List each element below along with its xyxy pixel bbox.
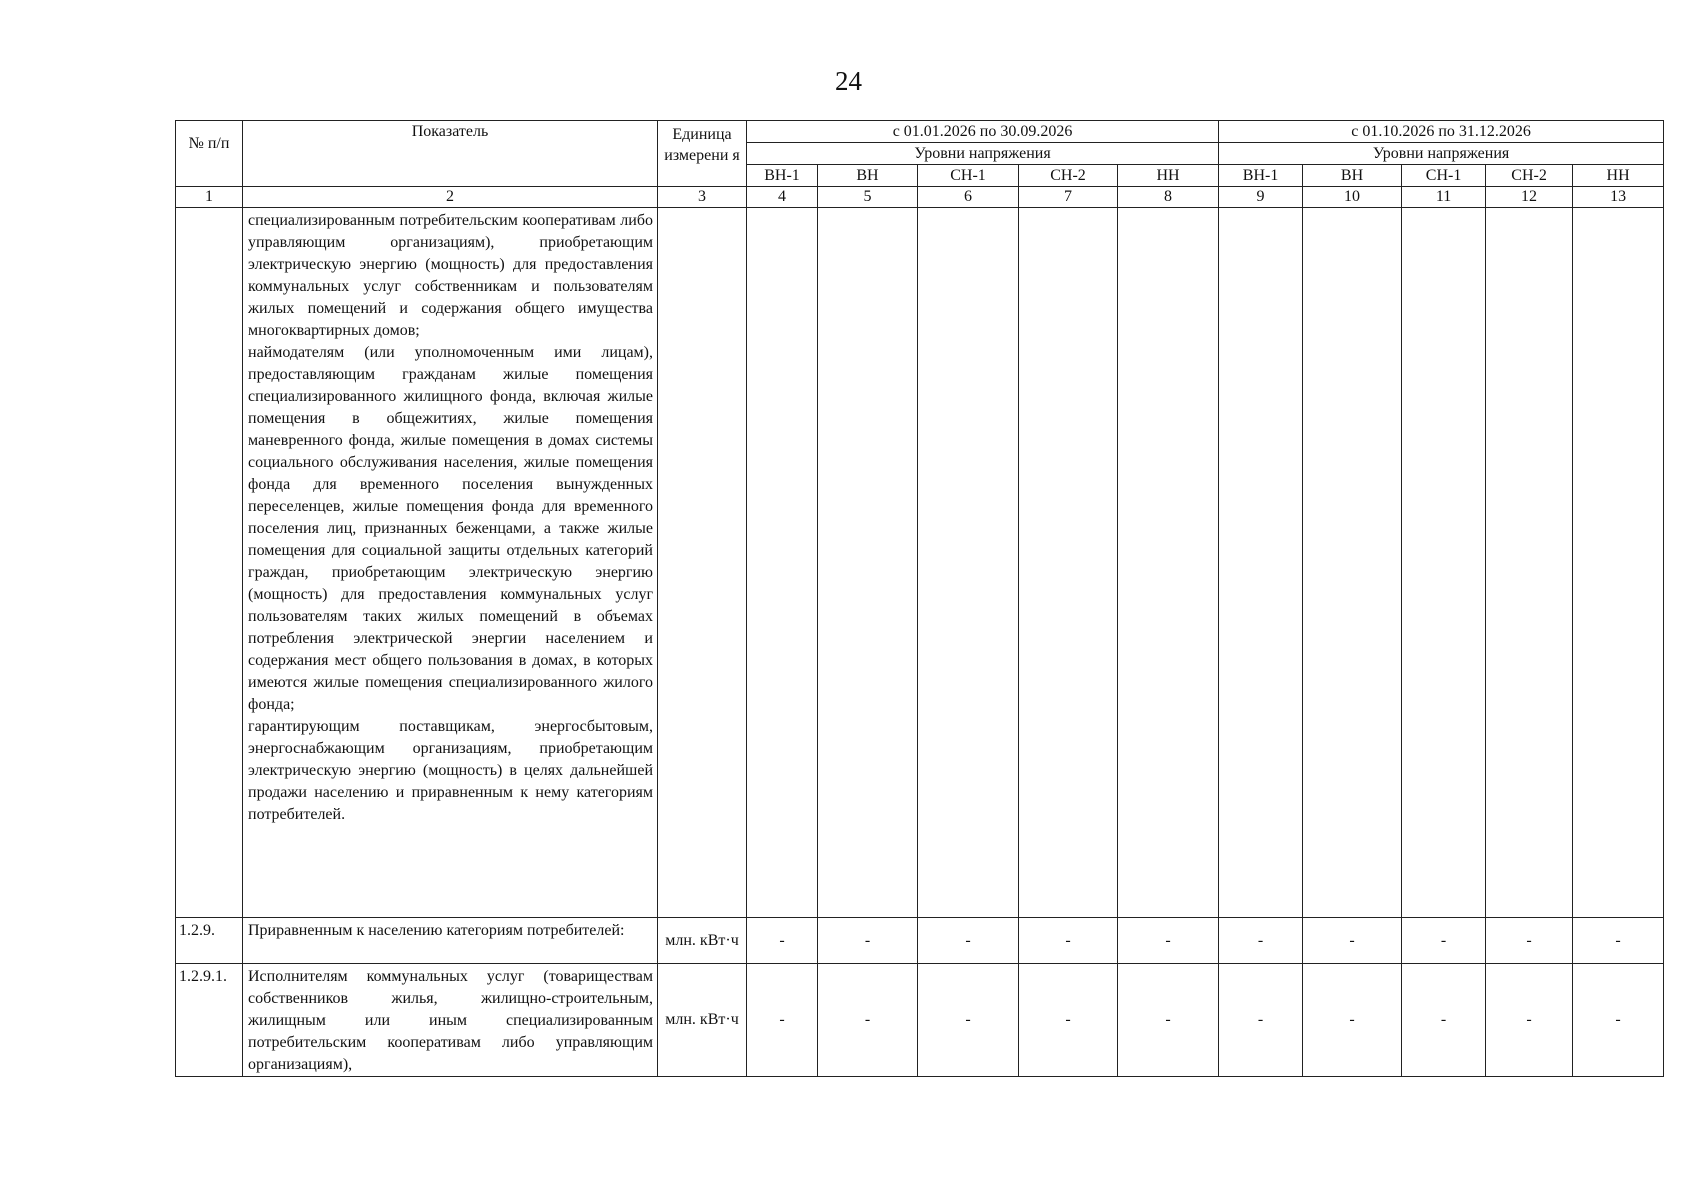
- row-code: 1.2.9.1.: [176, 964, 243, 1077]
- level-sn2: СН-2: [1486, 165, 1573, 187]
- row-value: -: [1219, 918, 1303, 964]
- row-value: [1573, 208, 1664, 918]
- row-value: -: [747, 964, 818, 1077]
- row-value: -: [818, 964, 918, 1077]
- row-value: -: [1303, 918, 1402, 964]
- row-value: -: [818, 918, 918, 964]
- table-row: [176, 964, 1664, 1077]
- row-unit: млн. кВт·ч: [658, 964, 747, 1077]
- row-description: Исполнителям коммунальных услуг (товариществам собственников жилья, жилищно-строительным, жилищным или иным специализированным потребительским кооперативам либо управляющим организациям),: [243, 964, 658, 1077]
- header-levels-2: Уровни напряжения: [1219, 143, 1664, 165]
- row-description-paragraph: специализированным потребительским кооперативам либо управляющим организациям), приобретающим электрическую энергию (мощность) для предоставления коммунальных услуг собственникам и пользователям жилых помещений и содержания общего имущества многоквартирных домов;: [248, 212, 653, 339]
- header-period-2: с 01.10.2026 по 31.12.2026: [1219, 121, 1664, 143]
- row-description: [243, 208, 658, 918]
- row-value: -: [1019, 918, 1118, 964]
- table-row: [176, 918, 1664, 964]
- row-description-paragraph: наймодателям (или уполномоченным ими лицам), предоставляющим гражданам жилые помещения специализированного жилищного фонда, включая жилые помещения в общежитиях, жилые помещения маневренного фонда, жилые помещения в домах системы социального обслуживания населения, жилые помещения фонда для временного поселения вынужденных переселенцев, жилые помещения фонда для временного поселения лиц, признанных беженцами, а также жилые помещения для социальной защиты отдельных категорий граждан, приобретающим электрическую энергию (мощность) для предоставления коммунальных услуг пользователям таких жилых помещений в объемах потребления электрической энергии населением и содержания мест общего пользования в домах, в которых имеются жилые помещения специализированного жилого фонда;: [248, 344, 653, 713]
- row-value: [747, 208, 818, 918]
- column-number: 6: [918, 187, 1019, 208]
- row-value: [1402, 208, 1486, 918]
- column-number: 4: [747, 187, 818, 208]
- row-value: -: [1573, 918, 1664, 964]
- level-sn1: СН-1: [918, 165, 1019, 187]
- row-value: -: [1573, 964, 1664, 1077]
- row-description-paragraph: гарантирующим поставщикам, энергосбытовым, энергоснабжающим организациям, приобретающим электрическую энергию (мощность) в целях дальнейшей продажи населению и приравненным к нему категориям потребителей.: [248, 718, 653, 823]
- row-unit: млн. кВт·ч: [658, 918, 747, 964]
- level-sn1: СН-1: [1402, 165, 1486, 187]
- column-number: 2: [243, 187, 658, 208]
- row-value: [818, 208, 918, 918]
- level-vn: ВН: [1303, 165, 1402, 187]
- table-row: [176, 208, 1664, 918]
- row-code: [176, 208, 243, 918]
- row-value: -: [1118, 918, 1219, 964]
- row-value: [1486, 208, 1573, 918]
- column-number: 8: [1118, 187, 1219, 208]
- level-nn: НН: [1573, 165, 1664, 187]
- row-value: -: [1019, 964, 1118, 1077]
- column-number: 1: [176, 187, 243, 208]
- column-number: 7: [1019, 187, 1118, 208]
- column-number: 5: [818, 187, 918, 208]
- row-unit: [658, 208, 747, 918]
- row-description: Приравненным к населению категориям потребителей:: [243, 918, 658, 964]
- column-number: 10: [1303, 187, 1402, 208]
- row-value: [1303, 208, 1402, 918]
- column-number: 12: [1486, 187, 1573, 208]
- level-nn: НН: [1118, 165, 1219, 187]
- row-value: -: [1303, 964, 1402, 1077]
- column-number: 11: [1402, 187, 1486, 208]
- header-period-1: с 01.01.2026 по 30.09.2026: [747, 121, 1219, 143]
- row-value: [1118, 208, 1219, 918]
- header-unit: Единица измерени я: [658, 121, 747, 187]
- row-value: -: [1402, 964, 1486, 1077]
- header-indicator: Показатель: [243, 121, 658, 187]
- level-vn1: ВН-1: [1219, 165, 1303, 187]
- level-vn: ВН: [818, 165, 918, 187]
- row-value: -: [1486, 918, 1573, 964]
- page-number: 24: [835, 66, 862, 96]
- row-value: -: [1402, 918, 1486, 964]
- row-value: -: [747, 918, 818, 964]
- level-vn1: ВН-1: [747, 165, 818, 187]
- row-value: -: [1118, 964, 1219, 1077]
- level-sn2: СН-2: [1019, 165, 1118, 187]
- column-number-row: [176, 187, 1664, 208]
- header-num: № п/п: [176, 121, 243, 187]
- row-value: -: [918, 964, 1019, 1077]
- row-value: -: [1219, 964, 1303, 1077]
- tariff-table: [175, 120, 1664, 1077]
- column-number: 9: [1219, 187, 1303, 208]
- header-levels-1: Уровни напряжения: [747, 143, 1219, 165]
- row-value: [1219, 208, 1303, 918]
- row-code: 1.2.9.: [176, 918, 243, 964]
- column-number: 3: [658, 187, 747, 208]
- row-value: -: [1486, 964, 1573, 1077]
- row-value: [1019, 208, 1118, 918]
- row-value: [918, 208, 1019, 918]
- column-number: 13: [1573, 187, 1664, 208]
- row-value: -: [918, 918, 1019, 964]
